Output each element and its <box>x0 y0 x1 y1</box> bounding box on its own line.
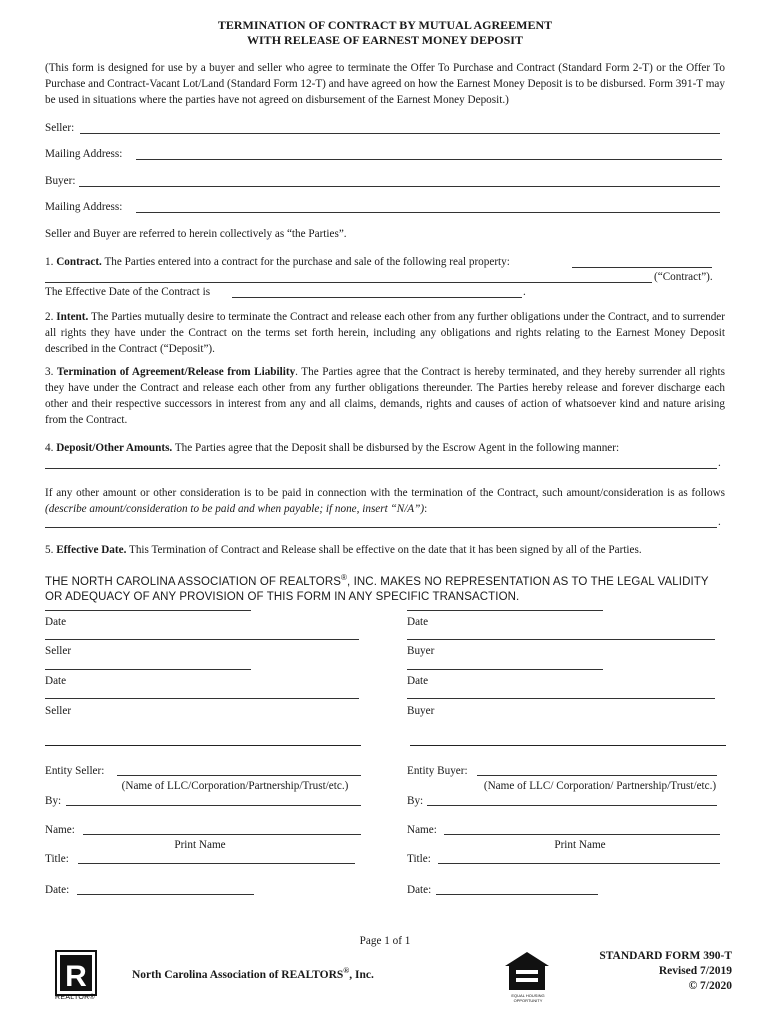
effective-date-input[interactable] <box>232 297 522 298</box>
section-3-heading: Termination of Agreement/Release from Liability <box>56 366 296 378</box>
buyer1-date-label: Date <box>407 616 429 628</box>
seller2-signature-input[interactable] <box>45 698 359 699</box>
section-2-heading: Intent. <box>56 311 89 323</box>
entity-seller-title-input[interactable] <box>78 863 355 864</box>
entity-buyer-label: Entity Buyer: <box>407 765 468 777</box>
section-5-number: 5. <box>45 544 54 556</box>
intro-paragraph: (This form is designed for use by a buyer and seller who agree to terminate the Offer To Purchase and Contract (Standard Form 2-T) or the Offer To Purchase and Contract-Vacant Lot/Land (Standard Form 12-T) and have agreed on how the Earnest Money Deposit is to be disbursed. Form 391-T may be used in situations where the parties have not agreed on disbursement of the Earnest Money Deposit.) <box>45 62 725 106</box>
entity-buyer-name-label: Name: <box>407 824 437 836</box>
section-1-number: 1. <box>45 256 54 268</box>
buyer-field-row <box>45 174 75 188</box>
section-5-heading: Effective Date. <box>56 544 127 556</box>
form-page: TERMINATION OF CONTRACT BY MUTUAL AGREEMENT WITH RELEASE OF EARNEST MONEY DEPOSIT (This form is designed for use by a buyer and seller who agree to terminate the Offer To Purchase and Contract (Standard Form 2-T) or the Offer To Purchase and Contract-Vacant Lot/Land (Standard Form 12-T) and have agreed on how the Earnest Money Deposit is to be disbursed. Form 391-T may be used in situations where the parties have not agreed on disbursement of the Earnest Money Deposit.) Seller: Mailing Address: Buyer: Mailing Address: Seller and Buyer are referred to herein collectively as “the Parties”. 1. Contract. The Parties entered into a contract for the purchase and sale of the following real property: (“Contract”). The Effective Date of the Contract is . 2. Intent. The Parties mutually desire to terminate the Contract and release each other from any further obligations under the Contract, and to surrender all rights they have under the Contract on the terms set forth herein, including any obligations and rights relating to the Earnest Money Deposit described in the Contract (“Deposit”). 3. Termination of Agreement/Release from Liability. The Parties agree that the Contract is hereby terminated, and they hereby surrender all rights they have under the Contract and release each other from any further obligations thereunder. The Parties hereby release and forever discharge each other and their respective successors in interest from any and all claims, demands, rights and causes of action of whatsoever kind and nature arising from the Contract. 4. Deposit/Other Amounts. The Parties agree that the Deposit shall be disbursed by the Escrow Agent in the following manner: . If any other amount or other consideration is to be paid in connection with the termination of the Contract, such amount/consideration is as follows (describe amount/consideration to be paid and when payable; if none, insert “N/A”): . 5. Effective Date. This Termination of Contract and Release shall be effective on the date that it has been signed by all of the Parties. THE NORTH CAROLINA ASSOCIATION OF REALTORS®, INC. MAKES NO REPRESENTATION AS TO THE LEGAL VALIDITY OR ADEQUACY OF ANY PROVISION OF THIS FORM IN ANY SPECIFIC TRANSACTION. Date Date Seller Buyer Date Date Seller Buyer Entity Seller: (Name of LLC/Corporation/Partnership/Trust/etc.) By: Name: Print Name Title: Date: Entity Buyer: (Name of LLC/ Corporation/ Partnership/Trust/etc.) By: Name: Print Name Title: Date: Page 1 of 1 R REALTOR® North Carolina Association of REALTORS®, Inc. EQUAL HOUSING OPPORTUNITY STANDARD FORM 390-T Revised 7/2019 © 7/2020 <box>0 0 770 1024</box>
buyer1-label: Buyer <box>407 645 435 657</box>
section-3-number: 3. <box>45 366 54 378</box>
seller2-label: Seller <box>45 705 72 717</box>
entity-seller-label: Entity Seller: <box>45 765 105 777</box>
buyer-block-divider <box>410 745 726 746</box>
section-3: 3. Termination of Agreement/Release from Liability. The Parties agree that the Contract is hereby terminated, and they hereby surrender all rights they have under the Contract and release each other from any further obligations thereunder. The Parties hereby release and forever discharge each other and their respective successors in interest from any and all claims, demands, rights and causes of action of whatsoever kind and nature arising from the Contract. <box>45 366 725 426</box>
section-1-text: The Parties entered into a contract for the purchase and sale of the following real property: <box>104 256 510 268</box>
effective-date-row <box>45 285 210 299</box>
page-number: Page 1 of 1 <box>359 935 411 947</box>
entity-seller-hint: (Name of LLC/Corporation/Partnership/Trust/etc.) <box>121 780 349 792</box>
seller-field-row <box>45 121 74 135</box>
seller-mailing-input[interactable] <box>136 159 722 160</box>
entity-buyer-print-name: Print Name <box>554 839 606 851</box>
buyer1-date-input[interactable] <box>407 610 603 611</box>
entity-buyer-by-label: By: <box>407 795 424 807</box>
section-1-line1 <box>45 255 510 269</box>
form-copyright: © 7/2020 <box>688 980 732 992</box>
seller-label: Seller: <box>45 122 75 134</box>
seller1-date-label: Date <box>45 616 67 628</box>
property-input-1[interactable] <box>572 267 712 268</box>
entity-buyer-title-label: Title: <box>407 853 431 865</box>
form-title-line1: TERMINATION OF CONTRACT BY MUTUAL AGREEMENT <box>217 18 553 32</box>
entity-seller-title-label: Title: <box>45 853 69 865</box>
entity-buyer-hint: (Name of LLC/ Corporation/ Partnership/Trust/etc.) <box>483 780 717 792</box>
entity-buyer-title-input[interactable] <box>438 863 720 864</box>
section-2-text: The Parties mutually desire to terminate the Contract and release each other from any further obligations under the Contract, and to surrender all rights they have under the Contract on the terms set forth herein, including any obligations and rights relating to the Earnest Money Deposit described in the Contract (“Deposit”). <box>45 311 725 355</box>
entity-seller-name-input[interactable] <box>83 834 361 835</box>
other-amount-input[interactable] <box>45 527 717 528</box>
deposit-disbursement-input[interactable] <box>45 468 717 469</box>
buyer2-date-input[interactable] <box>407 669 603 670</box>
contract-label: (“Contract”). <box>654 271 713 283</box>
entity-seller-date-input[interactable] <box>77 894 254 895</box>
buyer-mailing-input[interactable] <box>136 212 720 213</box>
form-revised: Revised 7/2019 <box>658 965 732 977</box>
seller-block-divider <box>45 745 361 746</box>
buyer1-signature-input[interactable] <box>407 639 715 640</box>
seller-mailing-label: Mailing Address: <box>45 148 123 160</box>
entity-seller-by-label: By: <box>45 795 62 807</box>
realtor-logo <box>55 950 99 1006</box>
parties-note: Seller and Buyer are referred to herein collectively as “the Parties”. <box>45 228 347 240</box>
entity-seller-name-label: Name: <box>45 824 75 836</box>
buyer2-date-label: Date <box>407 675 429 687</box>
entity-buyer-date-label: Date: <box>407 884 432 896</box>
section-2 <box>45 309 725 357</box>
section-4 <box>45 440 725 456</box>
section-4-text: The Parties agree that the Deposit shall be disbursed by the Escrow Agent in the following manner: <box>174 442 620 454</box>
seller-mailing-row <box>45 147 122 161</box>
association-name: North Carolina Association of REALTORS®, Inc. <box>132 966 374 981</box>
realtor-logo-text: REALTOR® <box>55 994 95 1001</box>
section-5 <box>45 543 642 557</box>
seller1-signature-input[interactable] <box>45 639 359 640</box>
seller2-date-input[interactable] <box>45 669 251 670</box>
effective-date-period: . <box>523 286 526 298</box>
other-amount-instructions: (describe amount/consideration to be paid and when payable; if none, insert “N/A”) <box>45 503 425 515</box>
entity-seller-date-label: Date: <box>45 884 70 896</box>
entity-buyer-by-input[interactable] <box>427 805 717 806</box>
seller-input[interactable] <box>80 133 720 134</box>
section-4-other: If any other amount or other consideration is to be paid in connection with the termination of the Contract, such amount/consideration is as follows (describe amount/consideration to be paid and when payable; if none, insert “N/A”): <box>45 487 725 515</box>
buyer-mailing-row <box>45 200 122 214</box>
equal-housing-logo <box>503 950 551 1006</box>
buyer2-label: Buyer <box>407 705 435 717</box>
section-2-number: 2. <box>45 311 54 323</box>
svg-text:R: R <box>65 960 87 993</box>
section-4-number: 4. <box>45 442 54 454</box>
buyer-input[interactable] <box>79 186 720 187</box>
section-5-text: This Termination of Contract and Release shall be effective on the date that it has been signed by all of the Parties. <box>129 544 642 556</box>
equal-housing-house-icon <box>503 950 551 992</box>
form-title-line2: WITH RELEASE OF EARNEST MONEY DEPOSIT <box>247 33 523 47</box>
entity-seller-by-input[interactable] <box>66 805 361 806</box>
section-1-heading: Contract. <box>56 256 102 268</box>
section-4-heading: Deposit/Other Amounts. <box>56 442 173 454</box>
effective-date-label: The Effective Date of the Contract is <box>45 286 211 298</box>
equal-housing-text: EQUAL HOUSING OPPORTUNITY <box>511 993 545 1003</box>
seller1-date-input[interactable] <box>45 610 251 611</box>
buyer-label: Buyer: <box>45 175 76 187</box>
property-input-2[interactable] <box>45 282 652 283</box>
seller2-date-label: Date <box>45 675 67 687</box>
legal-disclaimer: THE NORTH CAROLINA ASSOCIATION OF REALTORS®, INC. MAKES NO REPRESENTATION AS TO THE LEGAL VALIDITY OR ADEQUACY OF ANY PROVISION OF THIS FORM IN ANY SPECIFIC TRANSACTION. <box>45 573 709 603</box>
entity-buyer-name-input[interactable] <box>444 834 720 835</box>
entity-seller-input[interactable] <box>117 775 361 776</box>
entity-buyer-date-input[interactable] <box>436 894 598 895</box>
entity-seller-print-name: Print Name <box>174 839 226 851</box>
buyer-mailing-label: Mailing Address: <box>45 201 123 213</box>
buyer2-signature-input[interactable] <box>407 698 715 699</box>
section-3-text: The Parties agree that the Contract is hereby terminated, and they hereby surrender all rights they have under the Contract and release each other from any further obligations thereunder. The Parties hereby release and forever discharge each other and their respective successors in interest from any and all claims, demands, rights and causes of action of whatsoever kind and nature arising from the Contract. <box>45 366 725 426</box>
entity-buyer-input[interactable] <box>477 775 717 776</box>
form-number: STANDARD FORM 390-T <box>599 950 732 962</box>
seller1-label: Seller <box>45 645 72 657</box>
other-amount-text: If any other amount or other consideration is to be paid in connection with the termination of the Contract, such amount/consideration is as follows <box>45 487 725 499</box>
